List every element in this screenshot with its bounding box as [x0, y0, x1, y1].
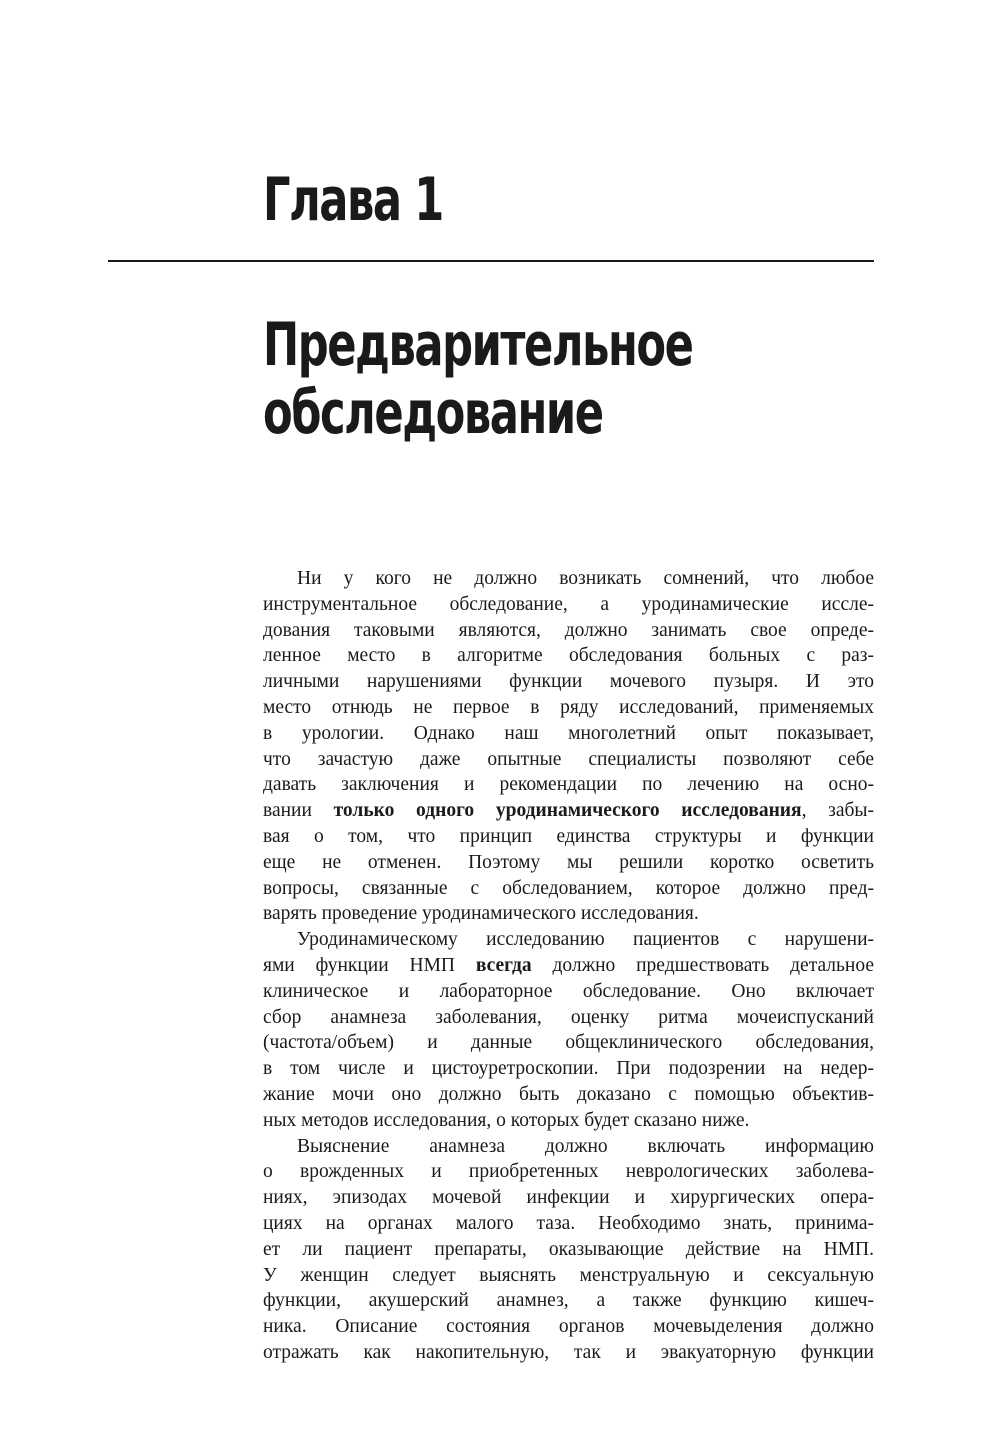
text-line: [263, 1082, 874, 1108]
text-run: вании: [263, 800, 334, 822]
text-line: [263, 901, 874, 927]
text-line: [263, 927, 874, 953]
text-run: давать заключения и рекомендации по лечению на осно-: [263, 774, 874, 796]
text-run: ника. Описание состояния органов мочевыделения должно: [263, 1316, 874, 1338]
text-run: в том числе и цистоуретроскопии. При подозрении на недер-: [263, 1058, 874, 1080]
text-run: варять проведение уродинамического исследования.: [263, 903, 699, 925]
text-line: [263, 695, 874, 721]
text-line: [263, 1185, 874, 1211]
paragraph: [263, 927, 874, 1133]
text-run: жание мочи оно должно быть доказано с помощью объектив-: [263, 1083, 874, 1105]
text-line: [263, 1340, 874, 1366]
body-text: [263, 566, 874, 1366]
text-run: , забы-: [801, 800, 874, 822]
text-run: в урологии. Однако наш многолетний опыт показывает,: [263, 722, 874, 744]
text-line: [263, 1237, 874, 1263]
text-line: [263, 1314, 874, 1340]
text-line: [263, 1134, 874, 1160]
text-run: должно предшествовать детальное: [531, 954, 874, 976]
emphasis-text: только одного уродинамического исследования: [333, 800, 802, 822]
chapter-divider: [108, 260, 874, 262]
text-line: [263, 798, 874, 824]
text-run: еще не отменен. Поэтому мы решили коротко осветить: [263, 851, 874, 873]
text-run: Выяснение анамнеза должно включать информацию: [297, 1135, 874, 1157]
text-run: ет ли пациент препараты, оказывающие действие на НМП.: [263, 1238, 874, 1260]
text-run: Уродинамическому исследованию пациентов с нарушени-: [297, 929, 874, 951]
text-line: [263, 772, 874, 798]
text-run: Ни у кого не должно возникать сомнений, что любое: [297, 568, 874, 589]
text-line: [263, 1288, 874, 1314]
text-line: [263, 824, 874, 850]
text-run: ных методов исследования, о которых будет сказано ниже.: [263, 1109, 750, 1131]
text-run: инструментальное обследование, а уродинамические иссле-: [263, 593, 874, 615]
text-line: [263, 592, 874, 618]
text-run: циях на органах малого таза. Необходимо знать, принима-: [263, 1212, 874, 1234]
text-line: [263, 1263, 874, 1289]
text-run: ями функции НМП: [263, 954, 476, 976]
text-line: [263, 1211, 874, 1237]
text-line: [263, 1108, 874, 1134]
text-line: [263, 1030, 874, 1056]
text-line: [263, 850, 874, 876]
text-run: (частота/объем) и данные общеклинического обследования,: [263, 1032, 874, 1054]
text-line: [263, 643, 874, 669]
chapter-title-line: Предварительное: [263, 310, 693, 380]
text-line: [263, 566, 874, 592]
text-line: [263, 747, 874, 773]
chapter-title-line: обследование: [263, 378, 603, 448]
text-line: [263, 979, 874, 1005]
text-run: ниях, эпизодах мочевой инфекции и хирургических опера-: [263, 1187, 874, 1209]
paragraph: [263, 566, 874, 927]
text-line: [263, 721, 874, 747]
text-line: [263, 1056, 874, 1082]
text-line: [263, 618, 874, 644]
text-line: [263, 953, 874, 979]
text-line: [263, 669, 874, 695]
text-run: место отнюдь не первое в ряду исследований, применяемых: [263, 696, 874, 718]
text-run: функции, акушерский анамнез, а также функцию кишеч-: [263, 1290, 874, 1312]
text-run: отражать как накопительную, так и эвакуаторную функции: [263, 1341, 874, 1363]
emphasis-text: всегда: [475, 954, 532, 976]
text-run: личными нарушениями функции мочевого пузыря. И это: [263, 671, 874, 693]
text-run: вая о том, что принцип единства структуры и функции: [263, 825, 874, 847]
text-run: У женщин следует выяснять менструальную и сексуальную: [263, 1264, 874, 1286]
text-line: [263, 1159, 874, 1185]
text-line: [263, 1005, 874, 1031]
text-run: дования таковыми являются, должно занимать свое опреде-: [263, 619, 874, 641]
paragraph: [263, 1134, 874, 1366]
text-run: сбор анамнеза заболевания, оценку ритма мочеиспусканий: [263, 1006, 874, 1028]
text-run: о врожденных и приобретенных неврологических заболева-: [263, 1161, 874, 1183]
chapter-title: [263, 311, 692, 447]
text-line: [263, 876, 874, 902]
text-run: ленное место в алгоритме обследования больных с раз-: [263, 645, 874, 667]
chapter-label: Глава 1: [263, 165, 443, 235]
text-run: вопросы, связанные с обследованием, которое должно пред-: [263, 877, 874, 899]
text-run: клиническое и лабораторное обследование. Оно включает: [263, 980, 874, 1002]
text-run: что зачастую даже опытные специалисты позволяют себе: [263, 748, 874, 770]
